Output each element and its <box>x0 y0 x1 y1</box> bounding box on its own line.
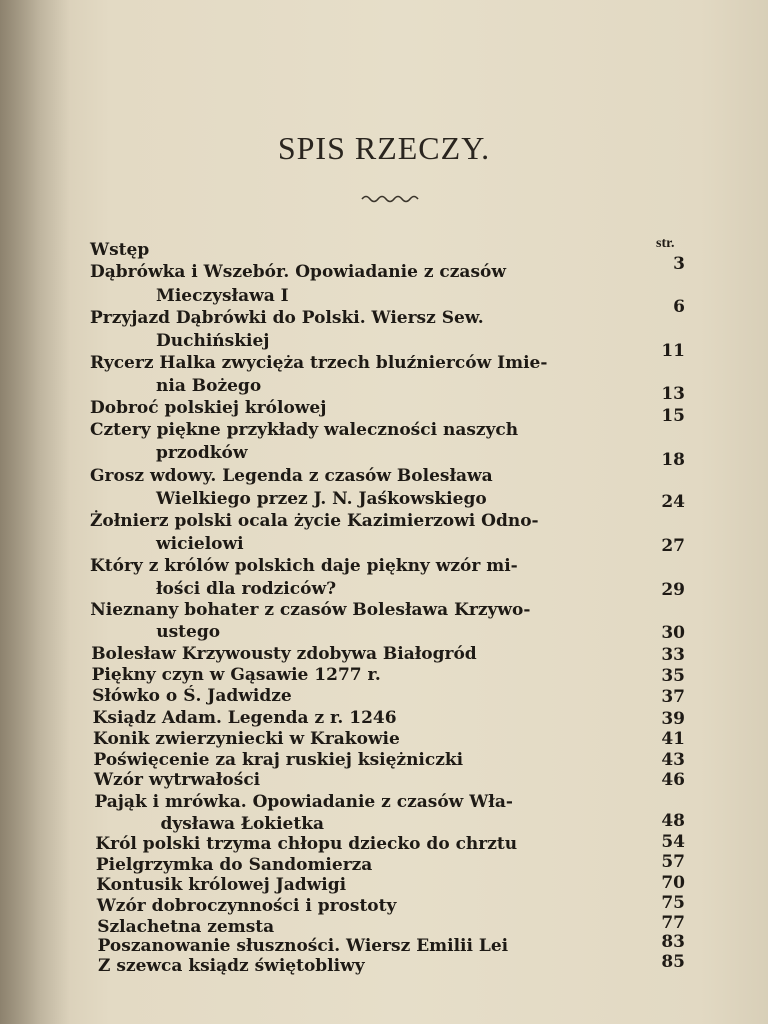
toc-entry-text: Duchińskiej <box>156 331 270 351</box>
toc-page-number: 43 <box>661 750 685 770</box>
toc-entry-text: Wstęp <box>90 240 150 260</box>
toc-entry-text: Piękny czyn w Gąsawie 1277 r. <box>91 665 381 685</box>
toc-entry-text: Wzór wytrwałości <box>93 770 261 790</box>
toc-entry-text: Poświęcenie za kraj ruskiej księżniczki <box>93 750 464 770</box>
toc-entry-text: Cztery piękne przykłady waleczności naszych <box>90 420 519 440</box>
toc-page-number: 30 <box>661 623 685 643</box>
toc-entry-text: Z szewca ksiądz świętobliwy <box>98 956 365 976</box>
toc-entry-text: Poszanowanie słuszności. Wiersz Emilii Lei <box>97 936 509 956</box>
toc-page-number: 54 <box>661 832 685 852</box>
toc-entry-text: dysława Łokietka <box>160 814 325 834</box>
toc-entry-text: nia Bożego <box>156 376 262 396</box>
toc-page-number: 75 <box>661 893 685 913</box>
toc-page-number: 24 <box>661 492 685 512</box>
toc-entry-text: Kontusik królowej Jadwigi <box>96 875 347 895</box>
toc-entry-text: Pająk i mrówka. Opowiadanie z czasów Wła- <box>94 792 513 812</box>
toc-page-number: 29 <box>661 580 685 600</box>
toc-page-number: 35 <box>661 666 685 686</box>
toc-entry-text: Bolesław Krzywousty zdobywa Białogród <box>91 644 477 664</box>
toc-page-number: 15 <box>661 406 685 426</box>
toc-page-number: 48 <box>661 811 685 831</box>
toc-entry-text: Ksiądz Adam. Legenda z r. 1246 <box>92 708 397 728</box>
toc-page-number: 18 <box>661 450 685 470</box>
toc-entry-text: przodków <box>156 443 248 463</box>
toc-page-number: 11 <box>661 341 685 361</box>
toc-page-number: 85 <box>661 952 685 972</box>
toc-entry-text: Szlachetna zemsta <box>97 917 275 937</box>
toc-entry-text: Wzór dobroczynności i prostoty <box>96 896 397 916</box>
toc-page-number: 46 <box>661 770 685 790</box>
toc-page-number: 6 <box>673 297 685 317</box>
toc-page-number: 27 <box>661 536 685 556</box>
toc-entry-text: Dąbrówka i Wszebór. Opowiadanie z czasów <box>90 262 506 282</box>
page-title: SPIS RZECZY. <box>277 130 491 166</box>
toc-entry-text: Słówko o Ś. Jadwidze <box>92 686 292 706</box>
toc-page-number: 39 <box>661 709 685 729</box>
toc-entry-text: ustego <box>156 622 221 642</box>
page-column-label: str. <box>656 236 675 251</box>
toc-page-number: 3 <box>673 254 685 274</box>
toc-page-number: 13 <box>661 384 685 404</box>
toc-page-number: 41 <box>661 729 685 749</box>
toc-page-number: 83 <box>661 932 685 952</box>
toc-entry-text: Nieznany bohater z czasów Bolesława Krzywo- <box>90 600 531 620</box>
toc-entry-text: Grosz wdowy. Legenda z czasów Bolesława <box>90 466 493 486</box>
toc-entry-text: Rycerz Halka zwycięża trzech bluźnierców Imie- <box>90 353 548 373</box>
toc-entry-text: Wielkiego przez J. N. Jaśkowskiego <box>156 489 487 509</box>
toc-entry-text: Mieczysława I <box>156 286 289 306</box>
toc-page-number: 33 <box>661 645 685 665</box>
toc-entry-text: Król polski trzyma chłopu dziecko do chrztu <box>95 834 518 854</box>
toc-entry-text: Pielgrzymka do Sandomierza <box>95 855 373 875</box>
toc-entry-text: Który z królów polskich daje piękny wzór mi- <box>90 556 518 576</box>
toc-entry-text: Konik zwierzyniecki w Krakowie <box>93 729 400 749</box>
toc-page-number: 57 <box>661 852 685 872</box>
toc-entry-text: Żołnierz polski ocala życie Kazimierzowi Odno- <box>90 511 539 531</box>
toc-entry-text: łości dla rodziców? <box>156 579 337 599</box>
toc-page-number: 77 <box>661 913 685 933</box>
toc-entry-text: wicielowi <box>156 534 244 554</box>
toc-entry-text: Dobroć polskiej królowej <box>90 398 327 418</box>
toc-page-number: 37 <box>661 687 685 707</box>
toc-page-number: 70 <box>661 873 685 893</box>
toc-entry-text: Przyjazd Dąbrówki do Polski. Wiersz Sew. <box>90 308 484 328</box>
